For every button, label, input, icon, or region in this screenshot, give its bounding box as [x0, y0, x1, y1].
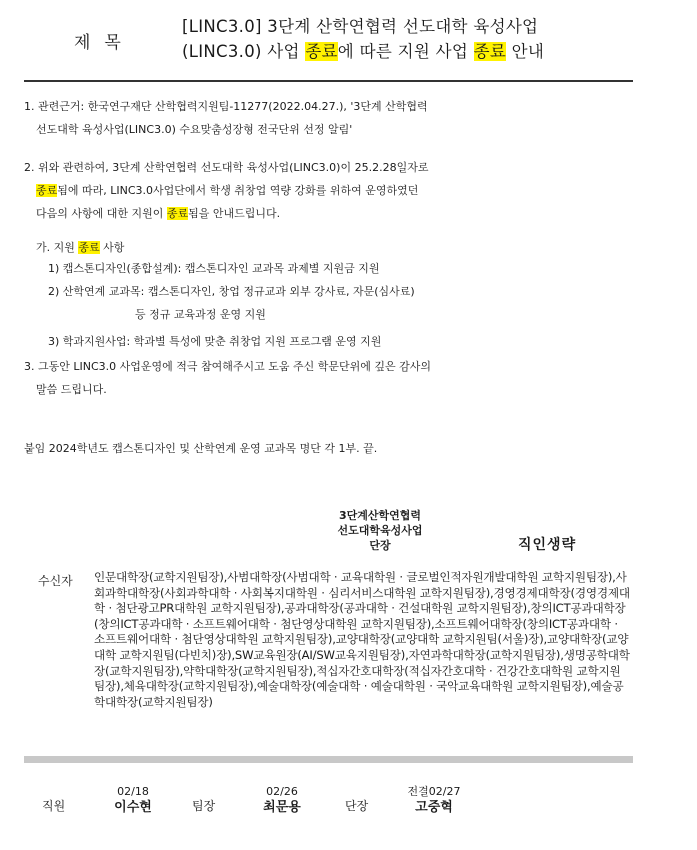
subject-label: 제목	[74, 33, 135, 53]
header-divider	[24, 80, 633, 82]
paragraph-text: 다음의 사항에 대한 지원이	[36, 207, 167, 220]
list-item-continuation: 등 정규 교육과정 운영 지원	[135, 308, 266, 321]
approval-date: 02/26	[266, 785, 298, 798]
subject-line-2-part: 안내	[506, 42, 545, 61]
list-item: 3) 학과지원사업: 학과별 특성에 맞춘 취창업 지원 프로그램 운영 지원	[48, 335, 382, 348]
paragraph-3	[24, 355, 431, 401]
paragraph-text: 됨에 따라, LINC3.0사업단에서 학생 취창업 역량 강화를 위하여 운영하였던	[57, 184, 419, 197]
subject-line-1: [LINC3.0] 3단계 산학연협력 선도대학 육성사업	[182, 17, 539, 36]
highlight: 종료	[305, 42, 338, 61]
paragraph-text: 가. 지원	[36, 241, 79, 254]
approval-manager	[256, 785, 308, 817]
approval-staff-label: 직원	[42, 799, 66, 813]
footer-divider	[24, 756, 633, 763]
subject-line-2	[182, 39, 544, 64]
approval-date: 전결02/27	[407, 785, 461, 798]
paragraph-line: 선도대학 육성사업(LINC3.0) 수요맞춤성장형 전국단위 선정 알림'	[36, 123, 353, 136]
issuer-line: 선도대학육성사업	[337, 524, 423, 537]
approval-name: 고중혁	[415, 800, 453, 815]
approval-director	[398, 785, 470, 817]
attachment-note: 붙임 2024학년도 캡스톤디자인 및 산학연계 운영 교과목 명단 각 1부. 끝.	[24, 442, 378, 455]
issuer-line: 단장	[369, 539, 391, 552]
paragraph-line: 3. 그동안 LINC3.0 사업운영에 적극 참여해주시고 도움 주신 학문단위에 깊은 감사의	[24, 360, 432, 373]
paragraph-line: 말씀 드립니다.	[36, 383, 107, 396]
subject-line-2-part: 에 따른 지원 사업	[337, 42, 474, 61]
issuer-line: 3단계산학연협력	[338, 509, 422, 522]
paragraph-2	[24, 156, 428, 225]
recipients-list: 인문대학장(교학지원팀장),사범대학장(사범대학 · 교육대학원 · 글로벌인적자원개발대학원 교학지원팀장),사회과학대학장(사회과학대학 · 사회복지대학원 · 심리서비스대학원 교학지원팀장),경영경제대학장(경영경제대학 · 첨단광고PR대학원 교학지원팀장),공과대학장(공과대학 · 건설대학원 교학지원팀장),창의ICT공과대학장(창의ICT공과대학 · 소프트웨어대학 · 첨단영상대학원 교학지원팀장),소프트웨어대학장(창의ICT공과대학 · 소프트웨어대학 · 첨단영상대학원 교학지원팀장),교양대학장(교양대학 교학지원팀(서울)장),교양대학장(교양대학 교학지원팀(다빈치)장),SW교육원장(AI/SW교육지원팀장),자연과학대학장(교학지원팀장),생명공학대학장(교학지원팀장),약학대학장(교학지원팀장),적십자간호대학장(적십자간호대학 · 건강간호대학원 교학지원팀장),체육대학장(교학지원팀장),예술대학장(예술대학 · 예술대학원 · 국악교육대학원 교학지원팀장),예술공학대학장(교학지원팀장)	[94, 570, 630, 709]
subject-line-2-part: (LINC3.0) 사업	[182, 42, 306, 61]
support-item-list	[48, 257, 415, 353]
highlight: 종료	[166, 207, 189, 220]
paragraph-line	[24, 202, 428, 225]
paragraph-1	[24, 95, 428, 141]
paragraph-line	[24, 179, 428, 202]
section-ga-heading	[36, 236, 124, 259]
highlight: 종료	[78, 241, 100, 254]
approval-date: 02/18	[117, 785, 149, 798]
approval-manager-label: 팀장	[192, 799, 216, 813]
seal-omitted-label: 직인생략	[518, 537, 577, 553]
issuer-block	[320, 508, 440, 553]
list-item: 1) 캡스톤디자인(종합설계): 캡스톤디자인 교과목 과제별 지원금 지원	[48, 262, 380, 275]
list-item: 2) 산학연계 교과목: 캡스톤디자인, 창업 정규교과 외부 강사료, 자문(심사료)	[48, 285, 415, 298]
paragraph-line: 2. 위와 관련하여, 3단계 산학연협력 선도대학 육성사업(LINC3.0)이 25.2.28일자로	[24, 161, 429, 174]
highlight: 종료	[473, 42, 507, 61]
approval-staff	[108, 785, 158, 817]
paragraph-text: 사항	[99, 241, 125, 254]
subject-row	[0, 0, 697, 80]
approval-director-label: 단장	[345, 799, 369, 813]
paragraph-line: 1. 관련근거: 한국연구재단 산학협력지원팀-11277(2022.04.27.), '3단계 산학협력	[24, 100, 428, 113]
subject-title	[182, 14, 544, 64]
approval-name: 최문용	[263, 800, 301, 815]
approval-name: 이수현	[114, 800, 152, 815]
recipients-label: 수신자	[38, 574, 73, 588]
paragraph-text: 됨을 안내드립니다.	[188, 207, 281, 220]
highlight: 종료	[36, 184, 58, 197]
